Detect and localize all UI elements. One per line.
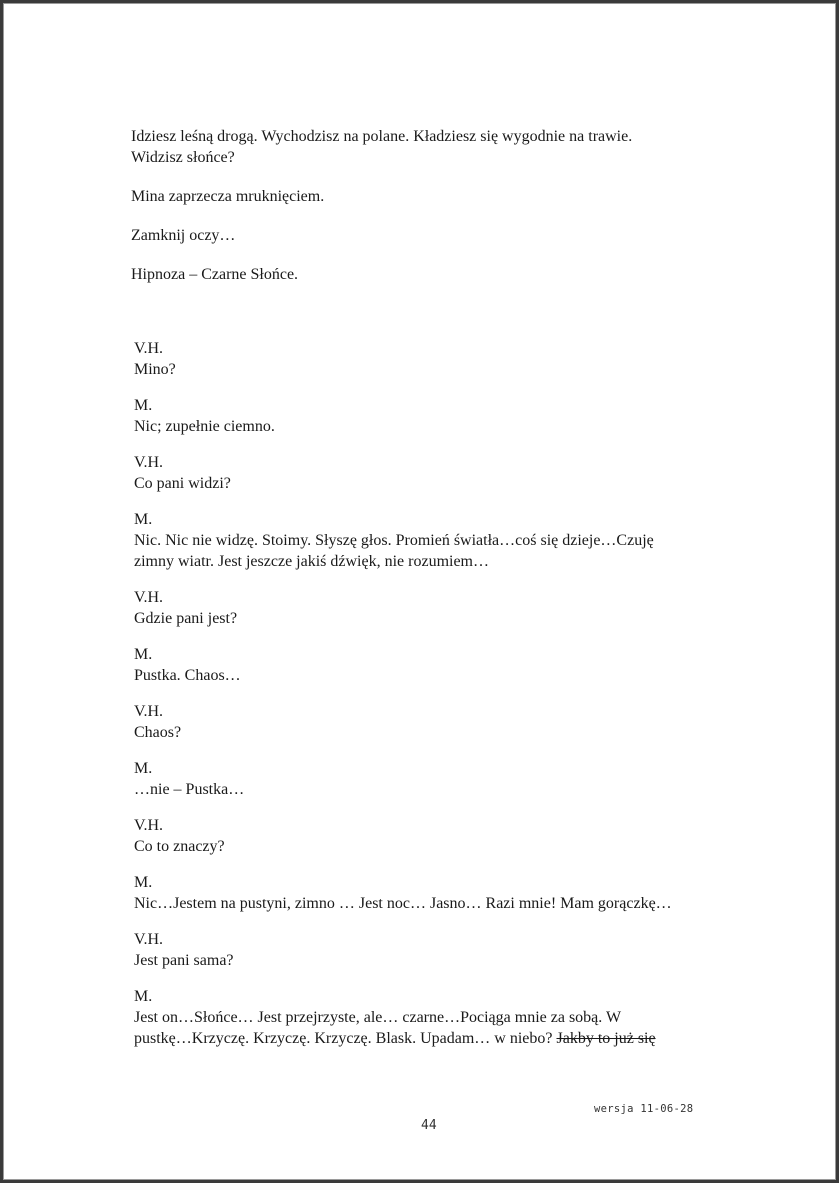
speaker-label: V.H. [134, 454, 164, 471]
dialogue-line: Nic; zupełnie ciemno. [134, 418, 275, 435]
dialogue-line: Mino? [134, 361, 176, 378]
speaker-label: V.H. [134, 817, 164, 834]
dialogue-block [134, 395, 714, 437]
speaker-label: V.H. [134, 931, 164, 948]
speaker-label: M. [134, 646, 153, 663]
intro-section [131, 126, 711, 303]
dialogue-line: Nic. Nic nie widzę. Stoimy. Słyszę głos. Promień światła…coś się dzieje…Czuję zimny wiatr. Jest jeszcze jakiś dźwięk, nie rozumiem… [134, 532, 654, 570]
dialogue-block [134, 872, 714, 914]
dialogue-line: Jest pani sama? [134, 952, 234, 969]
dialogue-block [134, 929, 714, 971]
speaker-label: M. [134, 397, 153, 414]
dialogue-block [134, 644, 714, 686]
dialogue-block [134, 452, 714, 494]
dialogue-line: Chaos? [134, 724, 182, 741]
intro-paragraph: Idziesz leśną drogą. Wychodzisz na polane. Kładziesz się wygodnie na trawie. Widzisz słońce? [131, 128, 633, 166]
dialogue-line: Pustka. Chaos… [134, 667, 241, 684]
dialogue-line: Co to znaczy? [134, 838, 225, 855]
struck-text: Jakby to już się [556, 1030, 656, 1047]
dialogue-line [134, 1007, 714, 1049]
page-number: 44 [421, 1118, 437, 1133]
dialogue-line-text: Jest on…Słońce… Jest przejrzyste, ale… czarne…Pociąga mnie za sobą. W pustkę…Krzyczę. Krzyczę. Krzyczę. Blask. Upadam… w niebo? [134, 1009, 622, 1047]
dialogue-line: Nic…Jestem na pustyni, zimno … Jest noc… Jasno… Razi mnie! Mam gorączkę… [134, 895, 672, 912]
speaker-label: M. [134, 511, 153, 528]
dialogue-section [134, 338, 714, 1064]
speaker-label: M. [134, 988, 153, 1005]
intro-paragraph: Hipnoza – Czarne Słońce. [131, 266, 299, 283]
speaker-label: V.H. [134, 340, 164, 357]
dialogue-block [134, 701, 714, 743]
dialogue-block [134, 509, 714, 572]
speaker-label: M. [134, 760, 153, 777]
dialogue-line: Co pani widzi? [134, 475, 231, 492]
dialogue-line: …nie – Pustka… [134, 781, 245, 798]
dialogue-block [134, 587, 714, 629]
speaker-label: V.H. [134, 589, 164, 606]
dialogue-block [134, 986, 714, 1049]
dialogue-line: Gdzie pani jest? [134, 610, 238, 627]
version-label: wersja 11-06-28 [594, 1103, 694, 1115]
speaker-label: V.H. [134, 703, 164, 720]
speaker-label: M. [134, 874, 153, 891]
dialogue-block [134, 338, 714, 380]
dialogue-block [134, 815, 714, 857]
dialogue-block [134, 758, 714, 800]
intro-paragraph: Mina zaprzecza mruknięciem. [131, 188, 325, 205]
intro-paragraph: Zamknij oczy… [131, 227, 236, 244]
